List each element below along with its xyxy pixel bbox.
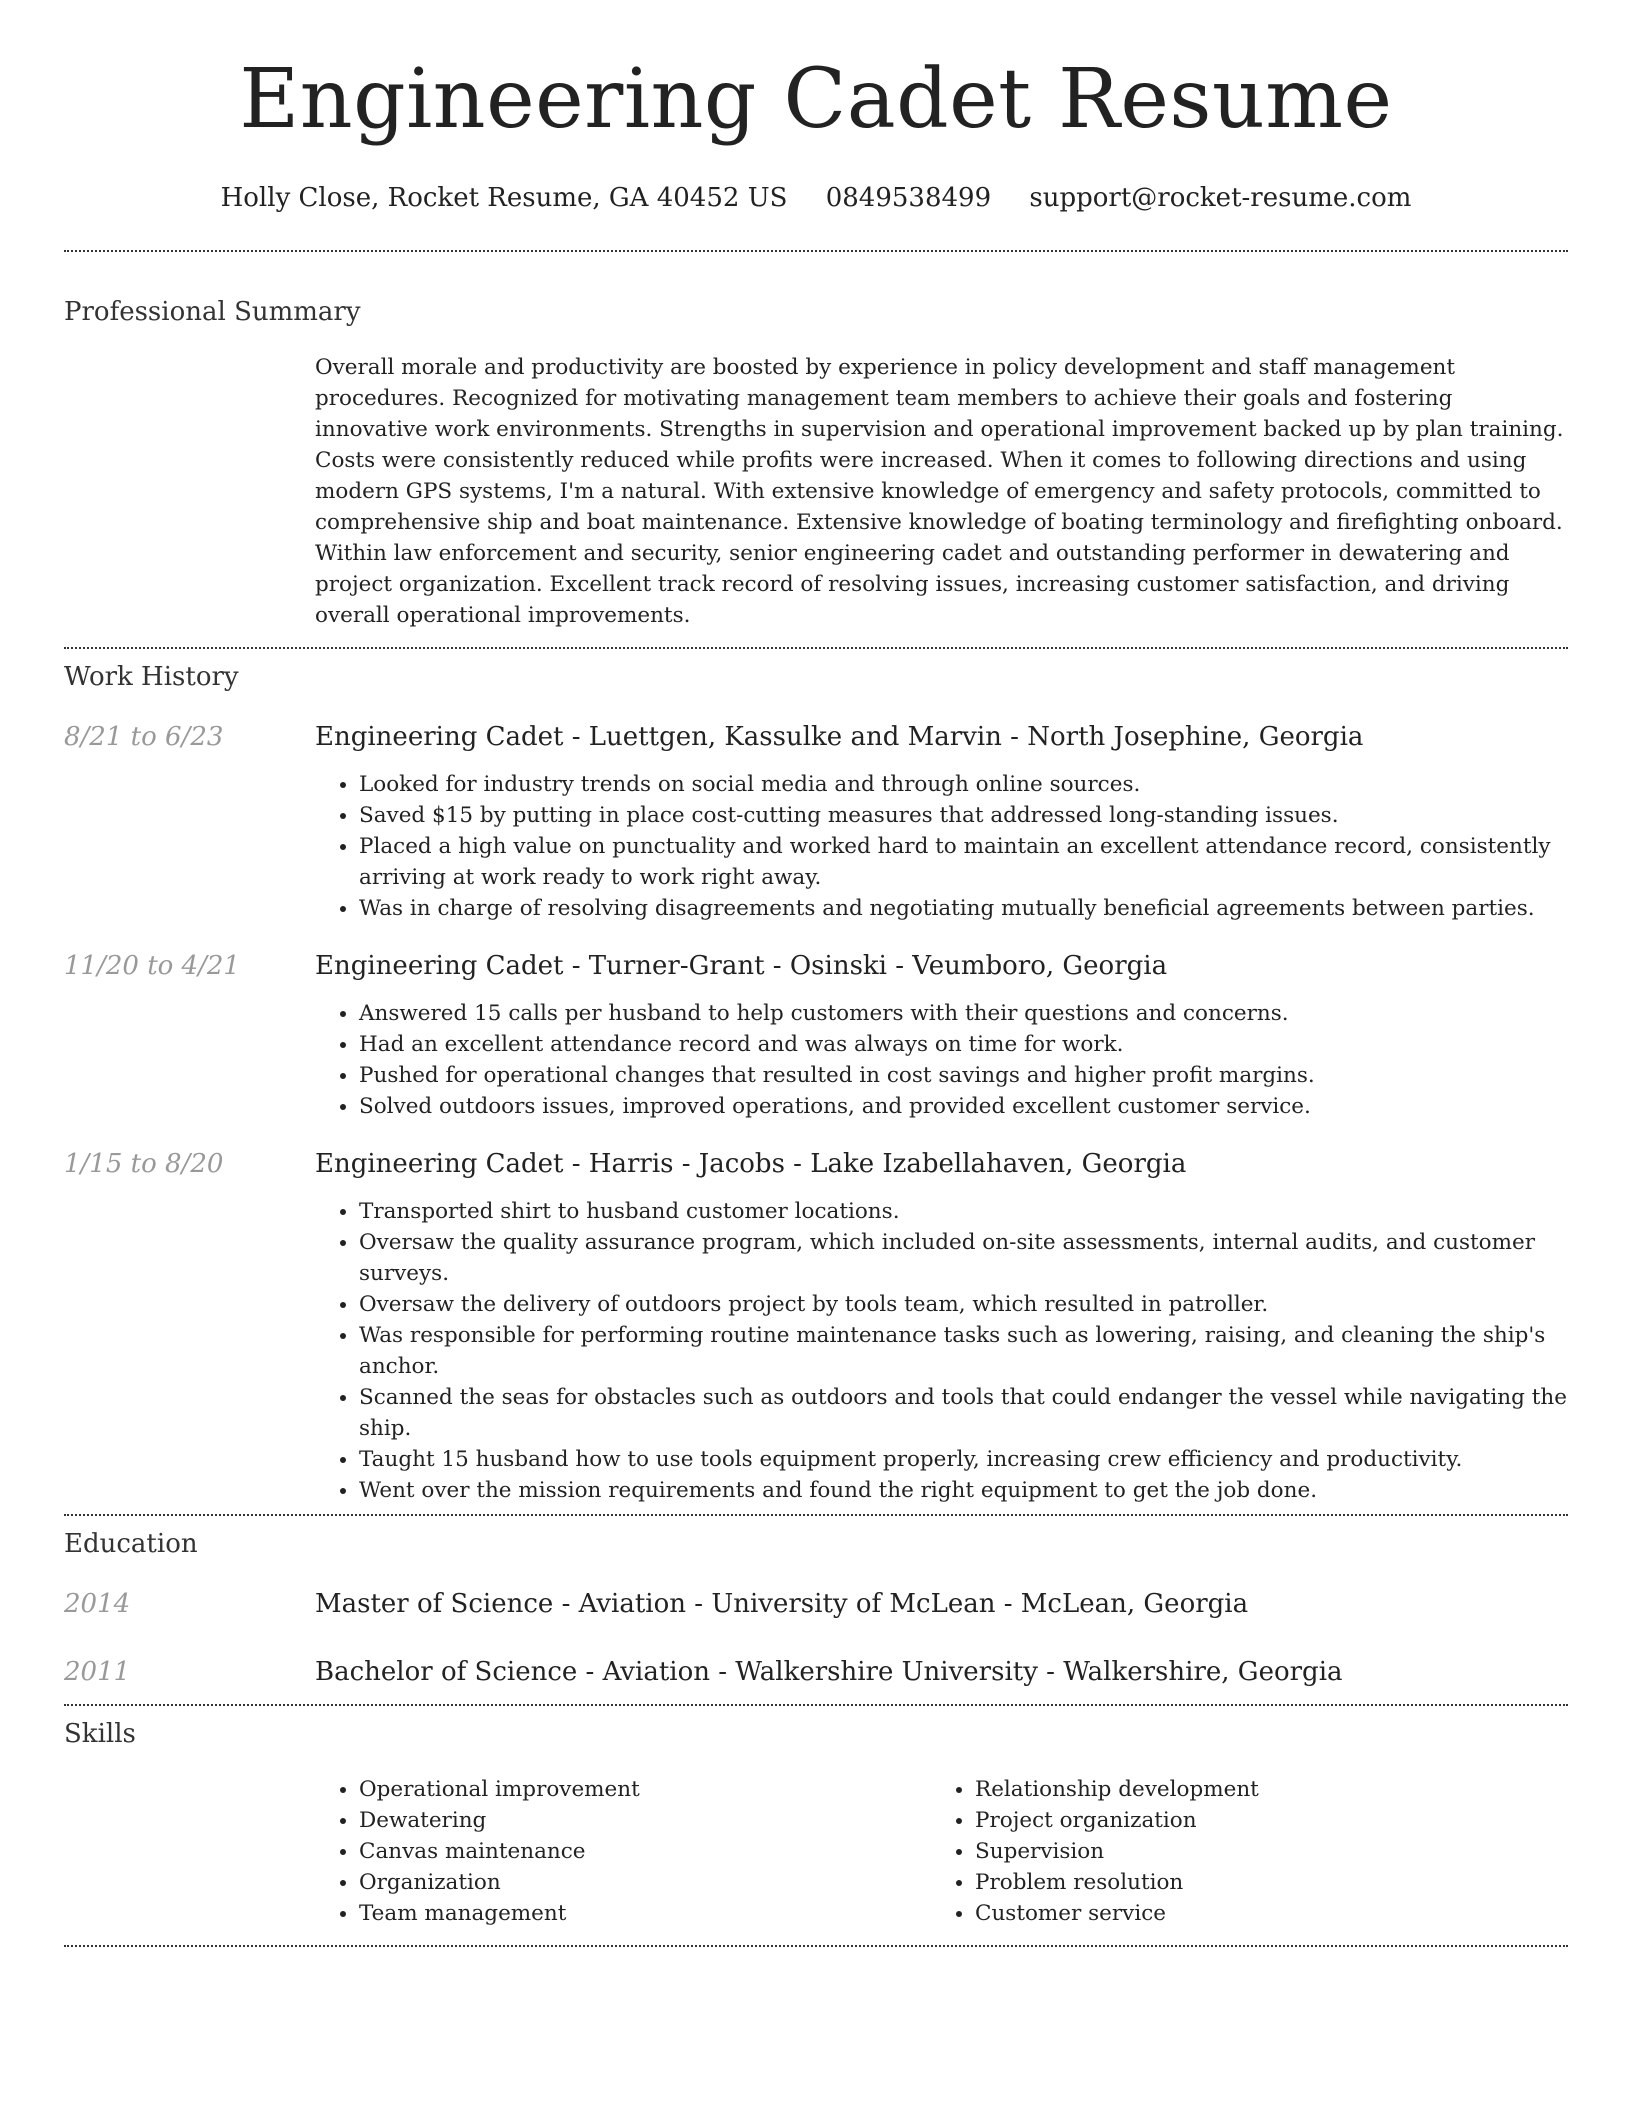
section-heading-education: Education [64,1529,198,1559]
work-history-section [64,649,1568,1514]
job-bullet-list [315,998,1568,1122]
summary-paragraph: Overall morale and productivity are boosted by experience in policy development and staff management procedures. Recognized for motivating management team members to achieve their goals and fostering innovative work environments. Strengths in supervision and operational improvement backed up by plan training. Costs were consistently reduced while profits were increased. When it comes to following directions and using modern GPS systems, I'm a natural. With extensive knowledge of emergency and safety protocols, committed to comprehensive ship and boat maintenance. Extensive knowledge of boating terminology and firefighting onboard. Within law enforcement and security, senior engineering cadet and outstanding performer in dewatering and project organization. Excellent track record of resolving issues, increasing customer satisfaction, and driving overall operational improvements. [315,355,1564,628]
education-entry [64,1588,1568,1620]
job-bullet-list [315,1196,1568,1506]
education-entry [64,1656,1568,1688]
skill-item: • Problem resolution [975,1867,1547,1898]
skill-item: • Dewatering [359,1805,931,1836]
skills-column-right [931,1774,1547,1929]
contact-email: support@rocket-resume.com [1029,183,1412,213]
job-bullet: • Oversaw the delivery of outdoors project by tools team, which resulted in patroller. [359,1289,1568,1320]
job-bullet: • Scanned the seas for obstacles such as outdoors and tools that could endanger the vessel while navigating the ship. [359,1382,1568,1444]
job-title: Engineering Cadet - Turner-Grant - Osinski - Veumboro, Georgia [315,951,1168,981]
skill-item: • Canvas maintenance [359,1836,931,1867]
section-divider [64,1945,1568,1947]
skills-section [64,1706,1568,1945]
section-heading-work: Work History [64,662,239,692]
contact-phone: 0849538499 [825,183,992,213]
skill-item: • Customer service [975,1898,1547,1929]
education-section [64,1516,1568,1704]
section-heading-skills: Skills [64,1719,136,1749]
job-bullet: • Saved $15 by putting in place cost-cutting measures that addressed long-standing issues. [359,800,1568,831]
job-title: Engineering Cadet - Harris - Jacobs - Lake Izabellahaven, Georgia [315,1149,1187,1179]
skills-grid [315,1774,1568,1929]
skills-column-left [315,1774,931,1929]
skill-item: • Supervision [975,1836,1547,1867]
job-entry [64,721,1568,924]
skill-item: • Organization [359,1867,931,1898]
job-bullet: • Oversaw the quality assurance program, which included on-site assessments, internal audits, and customer surveys. [359,1227,1568,1289]
job-bullet: • Looked for industry trends on social media and through online sources. [359,769,1568,800]
job-title: Engineering Cadet - Luettgen, Kassulke and Marvin - North Josephine, Georgia [315,722,1364,752]
skill-item: • Operational improvement [359,1774,931,1805]
education-year: 2014 [64,1589,131,1619]
education-year: 2011 [64,1657,131,1687]
job-dates: 11/20 to 4/21 [64,951,240,981]
job-bullet: • Went over the mission requirements and found the right equipment to get the job done. [359,1475,1568,1506]
job-bullet: • Taught 15 husband how to use tools equipment properly, increasing crew efficiency and productivity. [359,1444,1568,1475]
skill-item: • Relationship development [975,1774,1547,1805]
job-bullet: • Pushed for operational changes that resulted in cost savings and higher profit margins. [359,1060,1568,1091]
job-bullet: • Transported shirt to husband customer locations. [359,1196,1568,1227]
job-bullet: • Was in charge of resolving disagreements and negotiating mutually beneficial agreements between parties. [359,893,1568,924]
page-title: Engineering Cadet Resume [239,52,1393,147]
job-bullet: • Placed a high value on punctuality and worked hard to maintain an excellent attendance record, consistently arriving at work ready to work right away. [359,831,1568,893]
contact-address: Holly Close, Rocket Resume, GA 40452 US [220,183,788,213]
job-bullet: • Solved outdoors issues, improved operations, and provided excellent customer service. [359,1091,1568,1122]
job-entry [64,1148,1568,1506]
job-bullet: • Answered 15 calls per husband to help customers with their questions and concerns. [359,998,1568,1029]
job-dates: 1/15 to 8/20 [64,1149,224,1179]
resume-header [64,0,1568,214]
job-bullet-list [315,769,1568,924]
contact-line [64,182,1568,214]
education-degree: Master of Science - Aviation - University of McLean - McLean, Georgia [315,1589,1249,1619]
section-heading-summary: Professional Summary [64,297,361,327]
professional-summary-section [64,252,1568,647]
job-bullet: • Was responsible for performing routine maintenance tasks such as lowering, raising, and cleaning the ship's anchor. [359,1320,1568,1382]
skill-item: • Project organization [975,1805,1547,1836]
job-bullet: • Had an excellent attendance record and was always on time for work. [359,1029,1568,1060]
job-entry [64,950,1568,1122]
job-dates: 8/21 to 6/23 [64,722,224,752]
skill-item: • Team management [359,1898,931,1929]
education-degree: Bachelor of Science - Aviation - Walkershire University - Walkershire, Georgia [315,1657,1343,1687]
